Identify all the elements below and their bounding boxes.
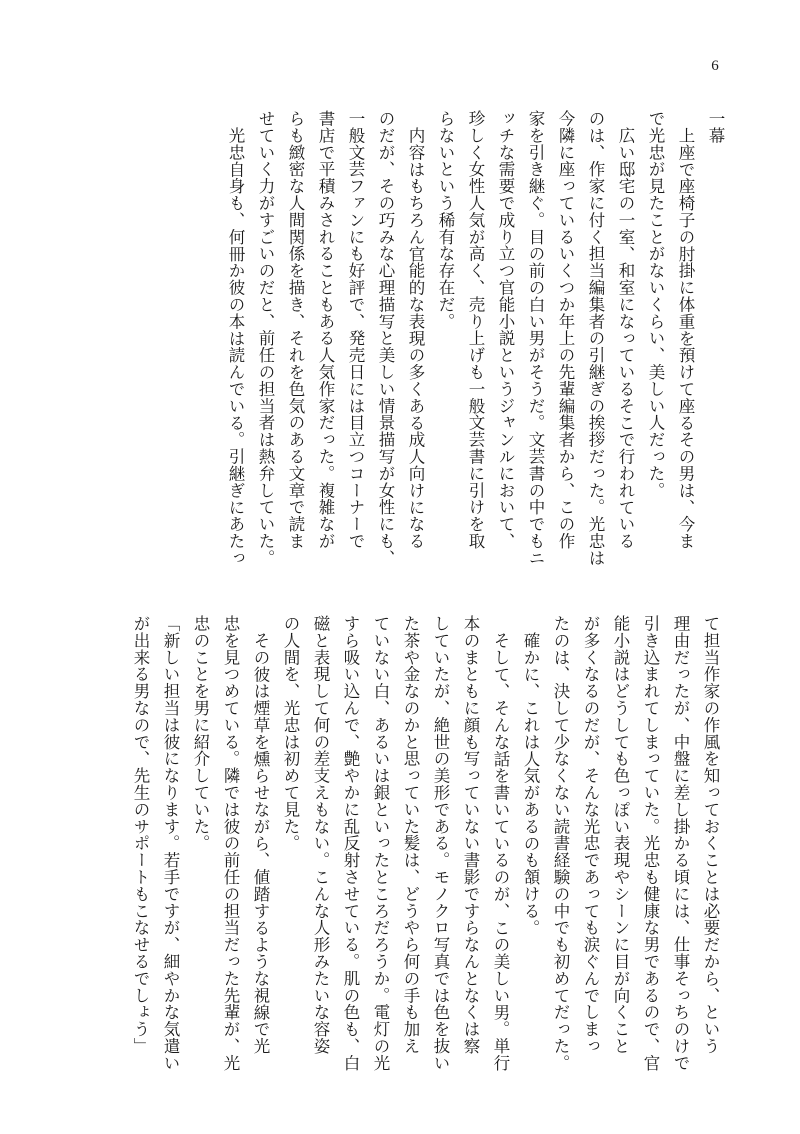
text-line: 今隣に座っているいくつか年上の先輩編集者から、この作 — [556, 110, 575, 550]
text-line: らないという稀有な存在だ。 — [436, 110, 455, 330]
text-line: 忠を見つめている。隣では彼の前任の担当だった先輩が、光 — [221, 615, 240, 1072]
text-line: の人間を、光忠は初めて見た。 — [281, 615, 300, 852]
text-line: そして、そんな話を書いているのが、この美しい男。単行 — [491, 632, 510, 1072]
text-line: その彼は煙草を燻らせながら、値踏するような視線で光 — [251, 632, 270, 1055]
text-line: していたが、絶世の美形である。モノクロ写真では色を抜い — [431, 615, 450, 1072]
text-line: た茶や金なのかと思っていた髪は、どうやら何の手も加え — [401, 615, 420, 1055]
text-line: たのは、決して少なくない読書経験の中でも初めてだった。 — [551, 615, 570, 1072]
text-line: らも緻密な人間関係を描き、それを色気のある文章で読ま — [286, 110, 305, 550]
chapter-heading: 一幕 — [706, 110, 725, 144]
text-line: 理由だったが、中盤に差し掛かる頃には、仕事そっちのけで — [671, 615, 690, 1072]
text-line: て担当作家の作風を知っておくことは必要だから、という — [701, 615, 720, 1055]
text-line: で光忠が見たことがないくらい、美しい人だった。 — [646, 110, 665, 499]
page-number: 6 — [711, 58, 719, 74]
top-text-block — [220, 110, 730, 567]
text-line: 書店で平積みされることもある人気作家だった。複雑なが — [316, 110, 335, 550]
text-line: が出来る男なので、先生のサポートもこなせるでしょう」 — [131, 615, 150, 1055]
text-line: すら吸い込んで、艶やかに乱反射させている。肌の色も、白 — [341, 615, 360, 1072]
text-line: 広い邸宅の一室、和室になっているそこで行われている — [616, 127, 635, 550]
text-line: 引き込まれてしまっていた。光忠も健康な男であるので、官 — [641, 615, 660, 1072]
text-line: 一般文芸ファンにも好評で、発売日には目立つコーナーで — [346, 110, 365, 550]
text-line: せていく力がすごいのだと、前任の担当者は熱弁していた。 — [256, 110, 275, 567]
text-line: のは、作家に付く担当編集者の引継ぎの挨拶だった。光忠は — [586, 110, 605, 567]
text-line: 上座で座椅子の肘掛に体重を預けて座るその男は、今ま — [676, 127, 695, 550]
bottom-text-block — [125, 615, 725, 1072]
text-line: ッチな需要で成り立つ官能小説というジャンルにおいて、 — [496, 110, 515, 550]
text-line: ていない白、あるいは銀といったところだろうか。電灯の光 — [371, 615, 390, 1072]
text-line: 珍しく女性人気が高く、売り上げも一般文芸書に引けを取 — [466, 110, 485, 550]
text-line: 忠のことを男に紹介していた。 — [191, 615, 210, 852]
text-line: 磁と表現して何の差支えもない。こんな人形みたいな容姿 — [311, 615, 330, 1055]
text-line: 家を引き継ぐ。目の前の白い男がそうだ。文芸書の中でもニ — [526, 110, 545, 567]
text-line: 確かに、これは人気があるのも頷ける。 — [521, 632, 540, 937]
dialogue-line: 「新しい担当は彼になります。若手ですが、細やかな気遣い — [161, 615, 180, 1072]
text-line: 光忠自身も、何冊か彼の本は読んでいる。引継ぎにあたっ — [226, 127, 245, 567]
text-line: が多くなるのだが、そんな光忠であっても涙ぐんでしまっ — [581, 615, 600, 1055]
text-line: 内容はもちろん官能的な表現の多くある成人向けになる — [406, 127, 425, 550]
text-line: 能小説はどうしても色っぽい表現やシーンに目が向くこと — [611, 615, 630, 1055]
text-line: のだが、その巧みな心理描写と美しい情景描写が女性にも、 — [376, 110, 395, 567]
text-line: 本のまともに顔も写っていない書影ですらなんとなくは察 — [461, 615, 480, 1055]
